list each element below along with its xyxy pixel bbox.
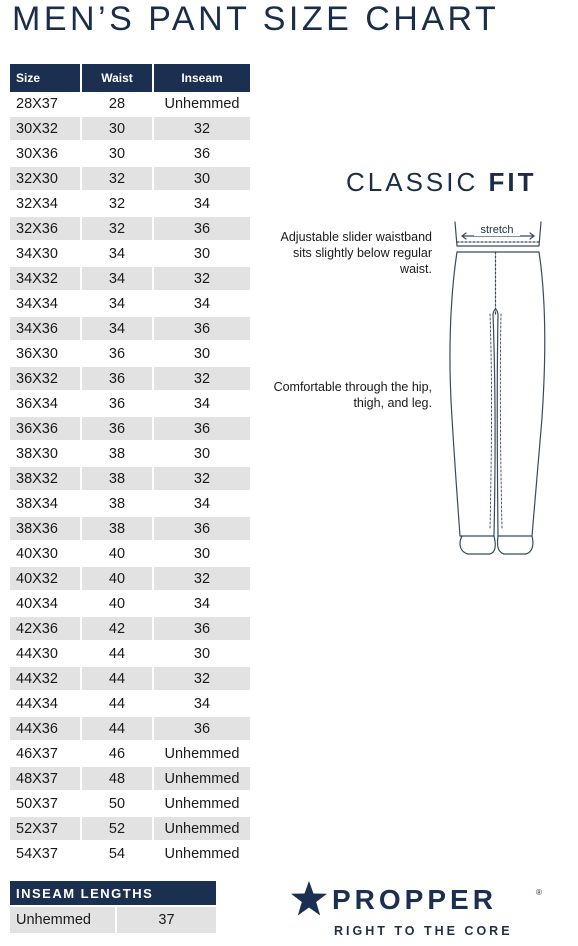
table-row — [10, 692, 250, 715]
inseam-cell: 32 — [154, 367, 250, 390]
size-cell: 34X34 — [10, 292, 80, 315]
table-row — [10, 592, 250, 615]
size-cell: 46X37 — [10, 742, 80, 765]
table-row — [10, 767, 250, 790]
brand-tagline: RIGHT TO THE CORE — [334, 924, 513, 938]
waist-cell: 44 — [82, 642, 152, 665]
waist-cell: 34 — [82, 267, 152, 290]
table-row — [10, 342, 250, 365]
waist-cell: 54 — [82, 842, 152, 865]
size-cell: 40X30 — [10, 542, 80, 565]
waist-cell: 28 — [82, 92, 152, 115]
inseam-cell: 36 — [154, 517, 250, 540]
table-row — [10, 817, 250, 840]
waist-cell: 40 — [82, 567, 152, 590]
size-cell: 30X32 — [10, 117, 80, 140]
table-row — [10, 492, 250, 515]
waist-cell: 32 — [82, 192, 152, 215]
waist-cell: 42 — [82, 617, 152, 640]
waist-cell: 30 — [82, 117, 152, 140]
page-title: MEN’S PANT SIZE CHART — [12, 0, 500, 38]
table-row — [10, 642, 250, 665]
inseam-cell: 32 — [154, 567, 250, 590]
waist-cell: 44 — [82, 667, 152, 690]
table-row — [10, 467, 250, 490]
inseam-cell: 32 — [154, 267, 250, 290]
table-row — [10, 542, 250, 565]
size-cell: 44X34 — [10, 692, 80, 715]
fit-title — [346, 167, 537, 198]
inseam-cell: 36 — [154, 717, 250, 740]
size-cell: 38X32 — [10, 467, 80, 490]
inseam-cell: Unhemmed — [154, 92, 250, 115]
inseam-value: 37 — [117, 907, 216, 933]
inseam-cell: 34 — [154, 492, 250, 515]
stretch-label: stretch — [480, 224, 514, 236]
size-cell: 44X32 — [10, 667, 80, 690]
inseam-cell: 30 — [154, 642, 250, 665]
inseam-cell: 30 — [154, 242, 250, 265]
inseam-cell: 36 — [154, 317, 250, 340]
waist-cell: 48 — [82, 767, 152, 790]
waist-cell: 34 — [82, 242, 152, 265]
pant-illustration — [440, 218, 552, 564]
inseam-cell: 32 — [154, 117, 250, 140]
header-waist: Waist — [82, 64, 152, 92]
inseam-label: Unhemmed — [10, 907, 115, 933]
table-row — [10, 667, 250, 690]
inseam-cell: Unhemmed — [154, 842, 250, 865]
waist-cell: 38 — [82, 467, 152, 490]
inseam-cell: 36 — [154, 617, 250, 640]
size-cell: 32X30 — [10, 167, 80, 190]
table-row — [10, 567, 250, 590]
table-row — [10, 192, 250, 215]
waist-cell: 40 — [82, 592, 152, 615]
size-cell: 44X30 — [10, 642, 80, 665]
waist-cell: 36 — [82, 367, 152, 390]
registered-mark: ® — [536, 888, 542, 897]
table-row — [10, 117, 250, 140]
size-cell: 32X34 — [10, 192, 80, 215]
table-body — [10, 92, 250, 865]
inseam-cell: 34 — [154, 592, 250, 615]
inseam-cell: Unhemmed — [154, 767, 250, 790]
inseam-cell: Unhemmed — [154, 742, 250, 765]
size-cell: 38X34 — [10, 492, 80, 515]
header-size: Size — [10, 64, 80, 92]
size-cell: 36X36 — [10, 417, 80, 440]
size-cell: 36X34 — [10, 392, 80, 415]
table-row — [10, 742, 250, 765]
header-inseam: Inseam — [154, 64, 250, 92]
inseam-lengths-table — [10, 881, 216, 933]
inseam-cell: 36 — [154, 417, 250, 440]
table-row — [10, 442, 250, 465]
table-row — [10, 417, 250, 440]
inseam-cell: 34 — [154, 392, 250, 415]
table-row — [10, 617, 250, 640]
waist-cell: 38 — [82, 517, 152, 540]
size-cell: 40X34 — [10, 592, 80, 615]
inseam-cell: 30 — [154, 442, 250, 465]
size-table — [10, 64, 250, 867]
table-row — [10, 92, 250, 115]
waist-cell: 32 — [82, 167, 152, 190]
waist-cell: 36 — [82, 417, 152, 440]
inseam-cell: 30 — [154, 342, 250, 365]
size-cell: 38X36 — [10, 517, 80, 540]
size-cell: 38X30 — [10, 442, 80, 465]
inseam-cell: 34 — [154, 692, 250, 715]
waist-cell: 34 — [82, 317, 152, 340]
inseam-cell: 32 — [154, 467, 250, 490]
inseam-cell: Unhemmed — [154, 792, 250, 815]
table-row — [10, 267, 250, 290]
waist-cell: 50 — [82, 792, 152, 815]
size-cell: 28X37 — [10, 92, 80, 115]
size-cell: 42X36 — [10, 617, 80, 640]
waist-cell: 44 — [82, 717, 152, 740]
table-row — [10, 142, 250, 165]
size-cell: 40X32 — [10, 567, 80, 590]
size-cell: 36X32 — [10, 367, 80, 390]
waist-cell: 40 — [82, 542, 152, 565]
waist-cell: 38 — [82, 442, 152, 465]
table-header — [10, 64, 250, 92]
size-cell: 54X37 — [10, 842, 80, 865]
fit-title-bold: FIT — [488, 167, 537, 197]
waist-cell: 46 — [82, 742, 152, 765]
waist-cell: 44 — [82, 692, 152, 715]
size-cell: 50X37 — [10, 792, 80, 815]
inseam-cell: 36 — [154, 217, 250, 240]
inseam-lengths-header: INSEAM LENGTHS — [10, 881, 216, 905]
table-row — [10, 217, 250, 240]
size-cell: 34X36 — [10, 317, 80, 340]
inseam-lengths-row — [10, 907, 216, 933]
table-row — [10, 167, 250, 190]
table-row — [10, 517, 250, 540]
inseam-cell: 34 — [154, 292, 250, 315]
comfort-note: Comfortable through the hip, thigh, and leg. — [273, 380, 432, 410]
waist-cell: 30 — [82, 142, 152, 165]
waist-cell: 36 — [82, 342, 152, 365]
inseam-cell: 30 — [154, 542, 250, 565]
table-row — [10, 717, 250, 740]
waist-cell: 34 — [82, 292, 152, 315]
size-cell: 36X30 — [10, 342, 80, 365]
brand-name: PROPPER — [332, 884, 497, 915]
table-row — [10, 292, 250, 315]
inseam-cell: 34 — [154, 192, 250, 215]
size-cell: 44X36 — [10, 717, 80, 740]
waist-cell: 38 — [82, 492, 152, 515]
size-cell: 32X36 — [10, 217, 80, 240]
table-row — [10, 367, 250, 390]
fit-title-light: CLASSIC — [346, 167, 489, 197]
inseam-cell: 30 — [154, 167, 250, 190]
size-cell: 34X30 — [10, 242, 80, 265]
waist-cell: 36 — [82, 392, 152, 415]
table-row — [10, 842, 250, 865]
table-row — [10, 792, 250, 815]
waist-cell: 52 — [82, 817, 152, 840]
inseam-cell: 32 — [154, 667, 250, 690]
size-cell: 52X37 — [10, 817, 80, 840]
size-cell: 48X37 — [10, 767, 80, 790]
size-cell: 30X36 — [10, 142, 80, 165]
size-cell: 34X32 — [10, 267, 80, 290]
waist-cell: 32 — [82, 217, 152, 240]
inseam-cell: Unhemmed — [154, 817, 250, 840]
table-row — [10, 242, 250, 265]
table-row — [10, 317, 250, 340]
table-row — [10, 392, 250, 415]
waistband-note: Adjustable slider waistband sits slightly below regular waist. — [280, 230, 432, 276]
star-icon — [290, 880, 328, 918]
propper-logo — [290, 880, 550, 942]
inseam-cell: 36 — [154, 142, 250, 165]
